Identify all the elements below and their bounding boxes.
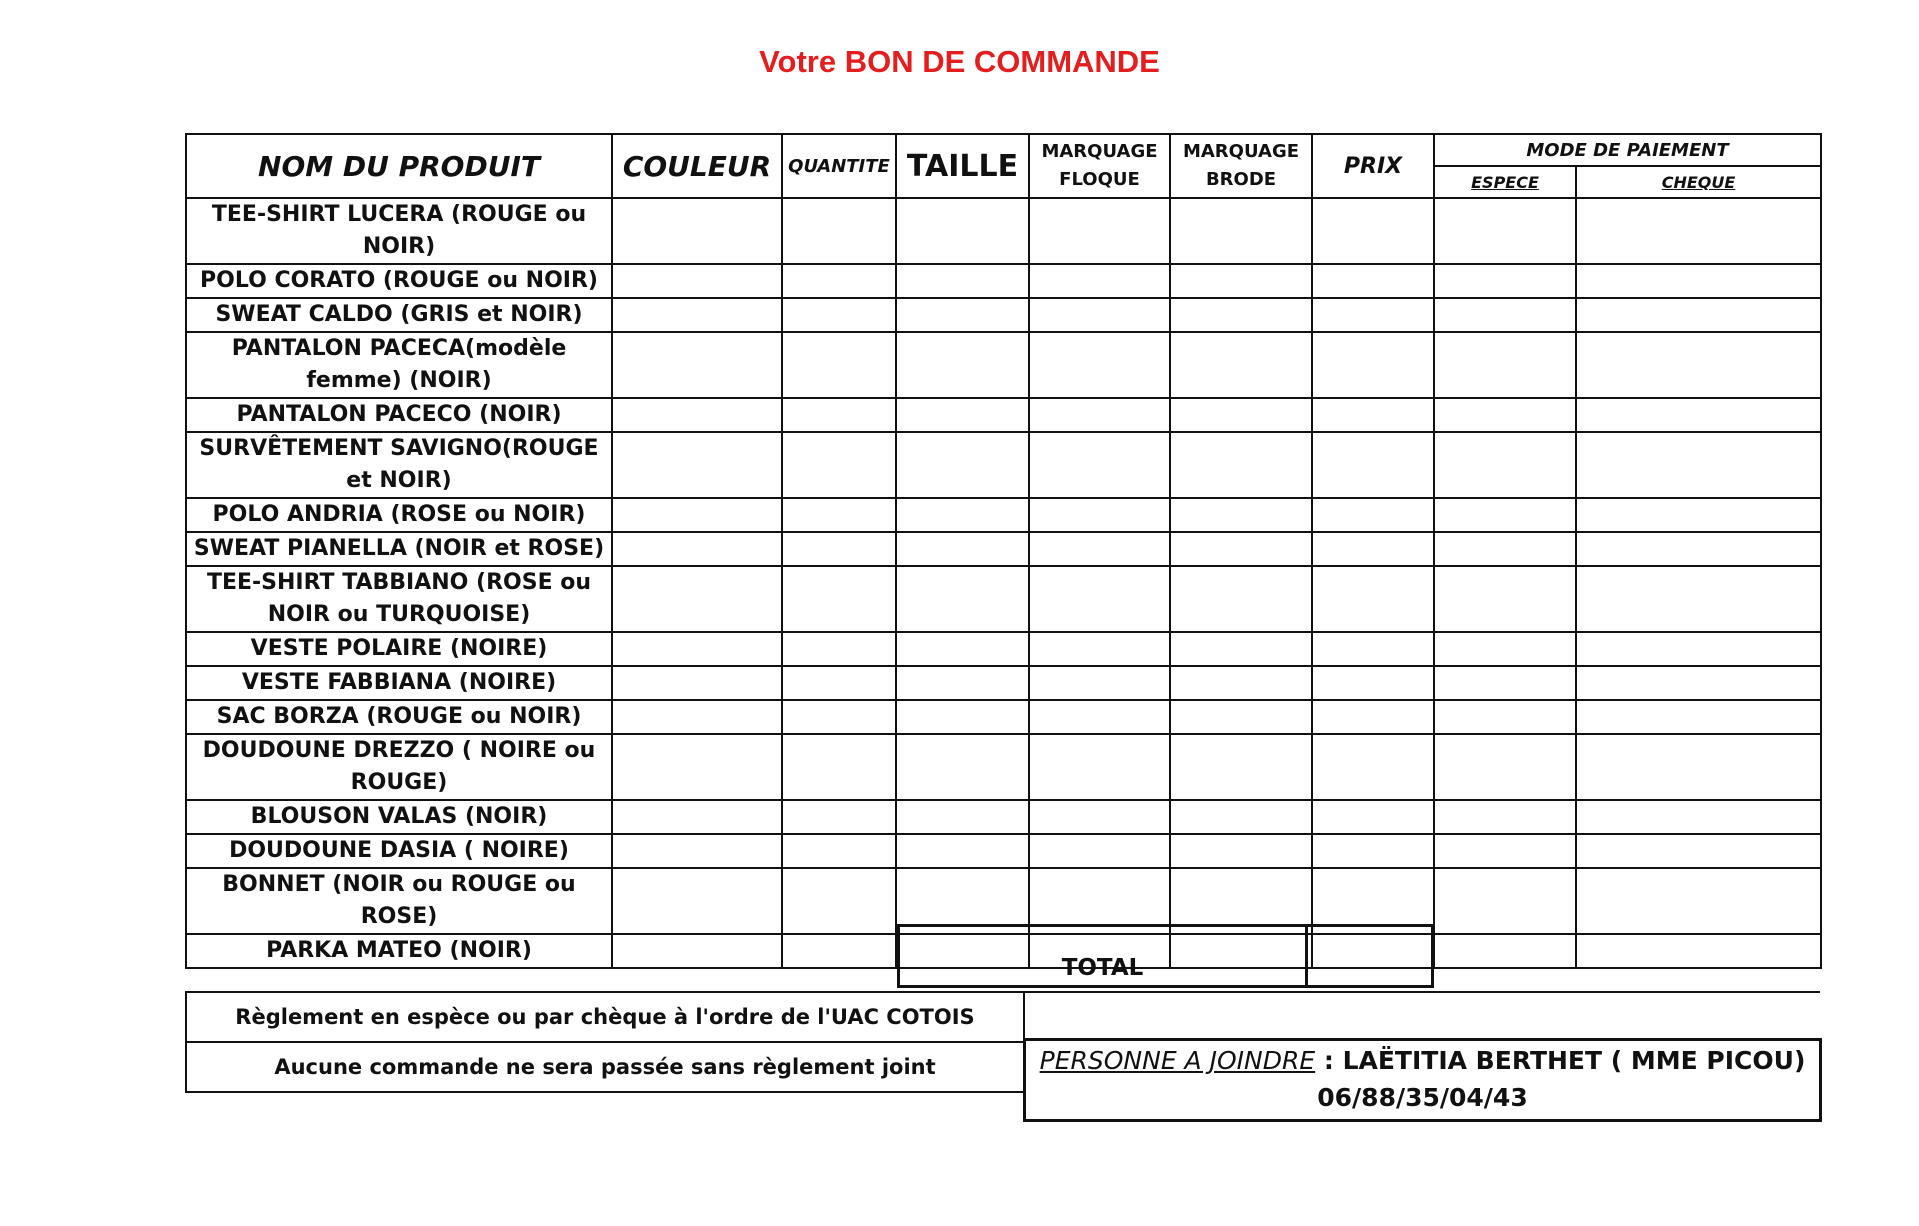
cheque-cell[interactable] bbox=[1576, 834, 1821, 868]
cheque-cell[interactable] bbox=[1576, 432, 1821, 498]
marking-embroidered-cell[interactable] bbox=[1170, 666, 1312, 700]
marking-embroidered-cell[interactable] bbox=[1170, 566, 1312, 632]
header-marking-flock bbox=[1029, 134, 1170, 198]
price-cell[interactable] bbox=[1312, 198, 1434, 264]
header-marking-embroidered-line2: BRODE bbox=[1205, 169, 1277, 190]
size-cell[interactable] bbox=[896, 834, 1029, 868]
product-name: DOUDOUNE DREZZO ( NOIRE ou ROUGE) bbox=[186, 734, 612, 800]
cash-cell[interactable] bbox=[1434, 700, 1576, 734]
size-cell[interactable] bbox=[896, 264, 1029, 298]
marking-flock-cell[interactable] bbox=[1029, 632, 1170, 666]
header-cheque: CHEQUE bbox=[1576, 166, 1821, 198]
product-name: PARKA MATEO (NOIR) bbox=[186, 934, 612, 968]
marking-embroidered-cell[interactable] bbox=[1170, 332, 1312, 398]
contact-label: PERSONNE A JOINDRE bbox=[1039, 1046, 1316, 1075]
marking-embroidered-cell[interactable] bbox=[1170, 800, 1312, 834]
cash-cell[interactable] bbox=[1434, 934, 1576, 968]
marking-flock-cell[interactable] bbox=[1029, 800, 1170, 834]
quantity-cell[interactable] bbox=[782, 264, 896, 298]
quantity-cell[interactable] bbox=[782, 566, 896, 632]
color-cell[interactable] bbox=[612, 566, 782, 632]
product-row bbox=[186, 432, 1821, 498]
product-name: DOUDOUNE DASIA ( NOIRE) bbox=[186, 834, 612, 868]
product-row bbox=[186, 198, 1821, 264]
marking-embroidered-cell[interactable] bbox=[1170, 734, 1312, 800]
cheque-cell[interactable] bbox=[1576, 566, 1821, 632]
size-cell[interactable] bbox=[896, 632, 1029, 666]
color-cell[interactable] bbox=[612, 498, 782, 532]
marking-embroidered-cell[interactable] bbox=[1170, 398, 1312, 432]
cash-cell[interactable] bbox=[1434, 198, 1576, 264]
header-product: NOM DU PRODUIT bbox=[186, 134, 612, 198]
marking-embroidered-cell[interactable] bbox=[1170, 298, 1312, 332]
product-name: BLOUSON VALAS (NOIR) bbox=[186, 800, 612, 834]
quantity-cell[interactable] bbox=[782, 432, 896, 498]
color-cell[interactable] bbox=[612, 198, 782, 264]
color-cell[interactable] bbox=[612, 532, 782, 566]
marking-flock-cell[interactable] bbox=[1029, 432, 1170, 498]
price-cell[interactable] bbox=[1312, 566, 1434, 632]
product-row bbox=[186, 498, 1821, 532]
cash-cell[interactable] bbox=[1434, 666, 1576, 700]
marking-embroidered-cell[interactable] bbox=[1170, 498, 1312, 532]
marking-flock-cell[interactable] bbox=[1029, 332, 1170, 398]
cheque-cell[interactable] bbox=[1576, 498, 1821, 532]
cash-cell[interactable] bbox=[1434, 868, 1576, 934]
cheque-cell[interactable] bbox=[1576, 700, 1821, 734]
size-cell[interactable] bbox=[896, 198, 1029, 264]
price-cell[interactable] bbox=[1312, 834, 1434, 868]
total-value-cell[interactable] bbox=[1308, 924, 1434, 988]
header-cash: ESPECE bbox=[1434, 166, 1576, 198]
marking-flock-cell[interactable] bbox=[1029, 264, 1170, 298]
product-row bbox=[186, 632, 1821, 666]
price-cell[interactable] bbox=[1312, 264, 1434, 298]
product-name: VESTE POLAIRE (NOIRE) bbox=[186, 632, 612, 666]
product-name: VESTE FABBIANA (NOIRE) bbox=[186, 666, 612, 700]
marking-embroidered-cell[interactable] bbox=[1170, 532, 1312, 566]
cash-cell[interactable] bbox=[1434, 264, 1576, 298]
marking-embroidered-cell[interactable] bbox=[1170, 632, 1312, 666]
header-marking-flock-line1: MARQUAGE bbox=[1041, 141, 1158, 162]
quantity-cell[interactable] bbox=[782, 868, 896, 934]
product-row bbox=[186, 666, 1821, 700]
product-row bbox=[186, 532, 1821, 566]
size-cell[interactable] bbox=[896, 498, 1029, 532]
product-name: POLO ANDRIA (ROSE ou NOIR) bbox=[186, 498, 612, 532]
price-cell[interactable] bbox=[1312, 498, 1434, 532]
quantity-cell[interactable] bbox=[782, 834, 896, 868]
product-row bbox=[186, 332, 1821, 398]
cash-cell[interactable] bbox=[1434, 498, 1576, 532]
price-cell[interactable] bbox=[1312, 700, 1434, 734]
cheque-cell[interactable] bbox=[1576, 298, 1821, 332]
cash-cell[interactable] bbox=[1434, 432, 1576, 498]
product-name: TEE-SHIRT LUCERA (ROUGE ou NOIR) bbox=[186, 198, 612, 264]
contact-line bbox=[1026, 1046, 1819, 1075]
quantity-cell[interactable] bbox=[782, 498, 896, 532]
quantity-cell[interactable] bbox=[782, 298, 896, 332]
color-cell[interactable] bbox=[612, 734, 782, 800]
cash-cell[interactable] bbox=[1434, 566, 1576, 632]
marking-flock-cell[interactable] bbox=[1029, 532, 1170, 566]
order-table bbox=[185, 133, 1822, 969]
product-row bbox=[186, 398, 1821, 432]
quantity-cell[interactable] bbox=[782, 734, 896, 800]
price-cell[interactable] bbox=[1312, 800, 1434, 834]
price-cell[interactable] bbox=[1312, 532, 1434, 566]
color-cell[interactable] bbox=[612, 934, 782, 968]
product-row bbox=[186, 834, 1821, 868]
color-cell[interactable] bbox=[612, 332, 782, 398]
header-color: COULEUR bbox=[612, 134, 782, 198]
marking-flock-cell[interactable] bbox=[1029, 666, 1170, 700]
price-cell[interactable] bbox=[1312, 632, 1434, 666]
cash-cell[interactable] bbox=[1434, 398, 1576, 432]
header-marking-embroidered bbox=[1170, 134, 1312, 198]
cash-cell[interactable] bbox=[1434, 834, 1576, 868]
color-cell[interactable] bbox=[612, 398, 782, 432]
color-cell[interactable] bbox=[612, 868, 782, 934]
quantity-cell[interactable] bbox=[782, 332, 896, 398]
price-cell[interactable] bbox=[1312, 666, 1434, 700]
color-cell[interactable] bbox=[612, 800, 782, 834]
size-cell[interactable] bbox=[896, 566, 1029, 632]
cash-cell[interactable] bbox=[1434, 532, 1576, 566]
quantity-cell[interactable] bbox=[782, 532, 896, 566]
color-cell[interactable] bbox=[612, 264, 782, 298]
product-name: SURVÊTEMENT SAVIGNO(ROUGE et NOIR) bbox=[186, 432, 612, 498]
form-title: Votre BON DE COMMANDE bbox=[759, 44, 1160, 79]
cash-cell[interactable] bbox=[1434, 632, 1576, 666]
size-cell[interactable] bbox=[896, 700, 1029, 734]
header-price: PRIX bbox=[1312, 134, 1434, 198]
quantity-cell[interactable] bbox=[782, 800, 896, 834]
marking-embroidered-cell[interactable] bbox=[1170, 432, 1312, 498]
contact-box bbox=[1023, 1038, 1822, 1122]
header-size: TAILLE bbox=[896, 134, 1029, 198]
cheque-cell[interactable] bbox=[1576, 264, 1821, 298]
color-cell[interactable] bbox=[612, 834, 782, 868]
header-payment-mode: MODE DE PAIEMENT bbox=[1434, 134, 1821, 166]
size-cell[interactable] bbox=[896, 800, 1029, 834]
header-marking-flock-line2: FLOQUE bbox=[1059, 169, 1140, 190]
marking-flock-cell[interactable] bbox=[1029, 566, 1170, 632]
product-name: SWEAT PIANELLA (NOIR et ROSE) bbox=[186, 532, 612, 566]
product-row bbox=[186, 734, 1821, 800]
quantity-cell[interactable] bbox=[782, 398, 896, 432]
marking-flock-cell[interactable] bbox=[1029, 398, 1170, 432]
marking-flock-cell[interactable] bbox=[1029, 498, 1170, 532]
color-cell[interactable] bbox=[612, 632, 782, 666]
cheque-cell[interactable] bbox=[1576, 332, 1821, 398]
product-row bbox=[186, 800, 1821, 834]
notes-blank-area bbox=[1023, 991, 1820, 1037]
price-cell[interactable] bbox=[1312, 298, 1434, 332]
marking-flock-cell[interactable] bbox=[1029, 734, 1170, 800]
cheque-cell[interactable] bbox=[1576, 532, 1821, 566]
product-name: SWEAT CALDO (GRIS et NOIR) bbox=[186, 298, 612, 332]
marking-flock-cell[interactable] bbox=[1029, 198, 1170, 264]
product-name: BONNET (NOIR ou ROUGE ou ROSE) bbox=[186, 868, 612, 934]
price-cell[interactable] bbox=[1312, 398, 1434, 432]
marking-flock-cell[interactable] bbox=[1029, 834, 1170, 868]
payment-instruction: Règlement en espèce ou par chèque à l'ordre de l'UAC COTOIS bbox=[186, 992, 1024, 1042]
quantity-cell[interactable] bbox=[782, 632, 896, 666]
contact-phone: 06/88/35/04/43 bbox=[1317, 1083, 1528, 1112]
contact-name: LAËTITIA BERTHET ( MME PICOU) bbox=[1342, 1046, 1806, 1075]
color-cell[interactable] bbox=[612, 298, 782, 332]
size-cell[interactable] bbox=[896, 532, 1029, 566]
quantity-cell[interactable] bbox=[782, 700, 896, 734]
cheque-cell[interactable] bbox=[1576, 868, 1821, 934]
total-box bbox=[897, 924, 1434, 988]
product-row bbox=[186, 264, 1821, 298]
cash-cell[interactable] bbox=[1434, 800, 1576, 834]
size-cell[interactable] bbox=[896, 432, 1029, 498]
product-row bbox=[186, 566, 1821, 632]
product-row bbox=[186, 298, 1821, 332]
marking-flock-cell[interactable] bbox=[1029, 298, 1170, 332]
header-quantity: QUANTITE bbox=[782, 134, 896, 198]
no-order-notice: Aucune commande ne sera passée sans règlement joint bbox=[186, 1042, 1024, 1092]
cheque-cell[interactable] bbox=[1576, 800, 1821, 834]
product-name: TEE-SHIRT TABBIANO (ROSE ou NOIR ou TURQUOISE) bbox=[186, 566, 612, 632]
quantity-cell[interactable] bbox=[782, 198, 896, 264]
marking-embroidered-cell[interactable] bbox=[1170, 264, 1312, 298]
header-marking-embroidered-line1: MARQUAGE bbox=[1182, 141, 1300, 162]
price-cell[interactable] bbox=[1312, 734, 1434, 800]
cash-cell[interactable] bbox=[1434, 298, 1576, 332]
cash-cell[interactable] bbox=[1434, 734, 1576, 800]
size-cell[interactable] bbox=[896, 734, 1029, 800]
cheque-cell[interactable] bbox=[1576, 666, 1821, 700]
cheque-cell[interactable] bbox=[1576, 198, 1821, 264]
payment-notes bbox=[185, 991, 1025, 1093]
cheque-cell[interactable] bbox=[1576, 934, 1821, 968]
color-cell[interactable] bbox=[612, 666, 782, 700]
product-name: PANTALON PACECA(modèle femme) (NOIR) bbox=[186, 332, 612, 398]
total-label: TOTAL bbox=[897, 924, 1308, 988]
marking-flock-cell[interactable] bbox=[1029, 700, 1170, 734]
price-cell[interactable] bbox=[1312, 432, 1434, 498]
quantity-cell[interactable] bbox=[782, 666, 896, 700]
size-cell[interactable] bbox=[896, 666, 1029, 700]
product-name: PANTALON PACECO (NOIR) bbox=[186, 398, 612, 432]
size-cell[interactable] bbox=[896, 298, 1029, 332]
marking-embroidered-cell[interactable] bbox=[1170, 834, 1312, 868]
price-cell[interactable] bbox=[1312, 332, 1434, 398]
color-cell[interactable] bbox=[612, 700, 782, 734]
cheque-cell[interactable] bbox=[1576, 734, 1821, 800]
product-name: POLO CORATO (ROUGE ou NOIR) bbox=[186, 264, 612, 298]
size-cell[interactable] bbox=[896, 332, 1029, 398]
quantity-cell[interactable] bbox=[782, 934, 896, 968]
cheque-cell[interactable] bbox=[1576, 632, 1821, 666]
marking-embroidered-cell[interactable] bbox=[1170, 198, 1312, 264]
product-name: SAC BORZA (ROUGE ou NOIR) bbox=[186, 700, 612, 734]
cash-cell[interactable] bbox=[1434, 332, 1576, 398]
size-cell[interactable] bbox=[896, 398, 1029, 432]
product-row bbox=[186, 700, 1821, 734]
color-cell[interactable] bbox=[612, 432, 782, 498]
contact-separator: : bbox=[1315, 1046, 1343, 1075]
cheque-cell[interactable] bbox=[1576, 398, 1821, 432]
marking-embroidered-cell[interactable] bbox=[1170, 700, 1312, 734]
